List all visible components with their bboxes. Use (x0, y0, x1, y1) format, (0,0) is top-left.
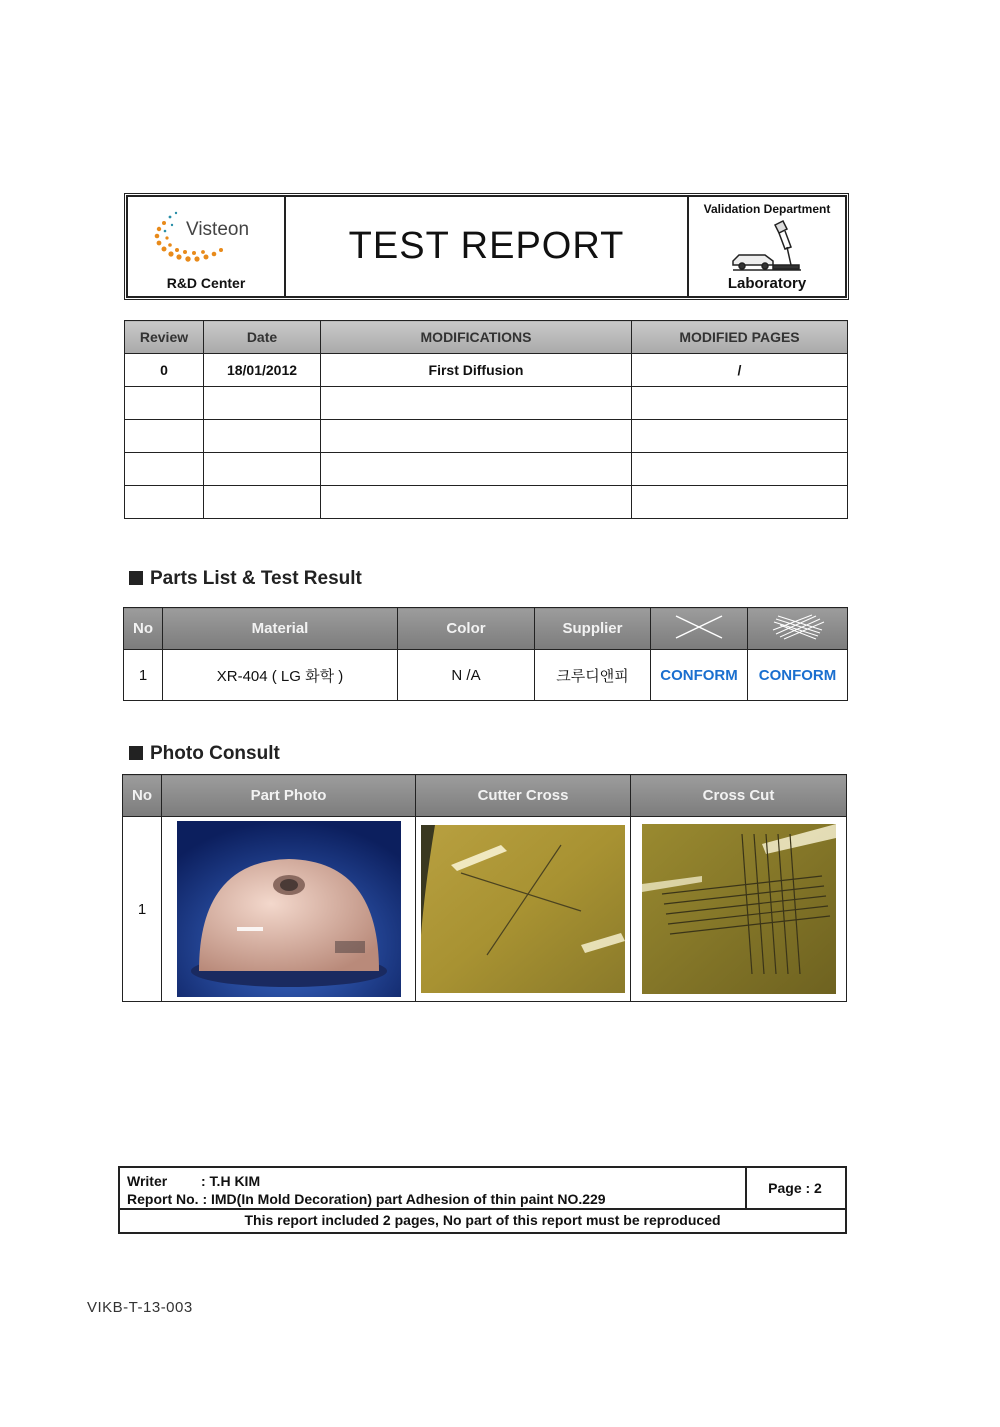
writer-label: Writer (127, 1173, 168, 1189)
cell-material: XR-404 ( LG 화학 ) (163, 650, 398, 701)
cutter-cross-photo-image (421, 825, 625, 993)
table-row (125, 453, 848, 486)
table-row (125, 354, 848, 387)
report-number-line (127, 1190, 745, 1208)
report-number-value: : IMD(In Mold Decoration) part Adhesion of thin paint NO.229 (202, 1191, 606, 1207)
header-modified-pages: MODIFIED PAGES (632, 321, 848, 354)
cell-review (125, 387, 204, 420)
cell-cutter-cross-photo (416, 817, 631, 1002)
cell-result-cutter-cross: CONFORM (651, 650, 748, 701)
parts-section-title-text: Parts List & Test Result (150, 568, 362, 589)
cell-modifications (321, 486, 632, 519)
cell-review (125, 453, 204, 486)
cell-modified-pages: / (632, 354, 848, 387)
table-row (123, 817, 847, 1002)
cross-cut-photo-image (642, 824, 836, 994)
header-date: Date (204, 321, 321, 354)
parts-section-title (129, 568, 362, 590)
cell-modified-pages (632, 486, 848, 519)
table-row (125, 486, 848, 519)
cell-date: 18/01/2012 (204, 354, 321, 387)
square-bullet-icon (129, 571, 143, 585)
cutter-cross-icon (672, 612, 726, 642)
cell-modifications (321, 387, 632, 420)
logo-cell (127, 196, 285, 297)
footer-info (120, 1168, 747, 1210)
validation-department-label: Validation Department (703, 202, 831, 216)
writer-value: : T.H KIM (201, 1173, 261, 1189)
cell-modifications: First Diffusion (321, 354, 632, 387)
part-photo-image (177, 821, 401, 997)
header-cutter-cross: Cutter Cross (416, 775, 631, 817)
cell-modified-pages (632, 387, 848, 420)
header-cross-cut (748, 608, 848, 650)
cell-modified-pages (632, 420, 848, 453)
logo-wordmark: Visteon (186, 219, 250, 240)
cell-modifications (321, 453, 632, 486)
header-cutter-cross (651, 608, 748, 650)
cell-supplier: 크루디앤피 (535, 650, 651, 701)
photo-section-title (129, 743, 280, 765)
parts-table (123, 607, 848, 701)
square-bullet-icon (129, 746, 143, 760)
header-cross-cut: Cross Cut (631, 775, 847, 817)
table-row (124, 650, 848, 701)
review-table (124, 320, 848, 519)
header-supplier: Supplier (535, 608, 651, 650)
lab-cell (688, 196, 846, 297)
review-table-header (125, 321, 848, 354)
cell-review: 0 (125, 354, 204, 387)
photo-table-header (123, 775, 847, 817)
report-title: TEST REPORT (348, 225, 625, 267)
document-code: VIKB-T-13-003 (87, 1299, 193, 1316)
table-row (125, 387, 848, 420)
rd-center-label: R&D Center (166, 275, 246, 291)
report-footer (118, 1166, 847, 1234)
cell-cross-cut-photo (631, 817, 847, 1002)
title-cell (285, 196, 688, 297)
cell-no: 1 (124, 650, 163, 701)
header-no: No (123, 775, 162, 817)
cell-modified-pages (632, 453, 848, 486)
writer-line (127, 1172, 745, 1190)
header-review: Review (125, 321, 204, 354)
photo-section-title-text: Photo Consult (150, 743, 280, 764)
reproduction-notice: This report included 2 pages, No part of this report must be reproduced (244, 1212, 721, 1228)
car-microscope-icon (729, 219, 809, 275)
table-row (125, 420, 848, 453)
cell-date (204, 486, 321, 519)
cell-color: N /A (398, 650, 535, 701)
cell-date (204, 453, 321, 486)
report-header (124, 193, 849, 300)
cell-review (125, 486, 204, 519)
header-color: Color (398, 608, 535, 650)
page-number: Page : 2 (745, 1168, 845, 1210)
cell-result-cross-cut: CONFORM (748, 650, 848, 701)
photo-table (122, 774, 847, 1002)
cell-no: 1 (123, 817, 162, 1002)
header-part-photo: Part Photo (162, 775, 416, 817)
header-material: Material (163, 608, 398, 650)
cell-date (204, 387, 321, 420)
header-modifications: MODIFICATIONS (321, 321, 632, 354)
report-number-label: Report No. (127, 1191, 199, 1207)
cross-cut-grid-icon (768, 612, 828, 642)
cell-review (125, 420, 204, 453)
cell-modifications (321, 420, 632, 453)
header-no: No (124, 608, 163, 650)
parts-table-header (124, 608, 848, 650)
cell-date (204, 420, 321, 453)
cell-part-photo (162, 817, 416, 1002)
laboratory-label: Laboratory (727, 275, 807, 292)
